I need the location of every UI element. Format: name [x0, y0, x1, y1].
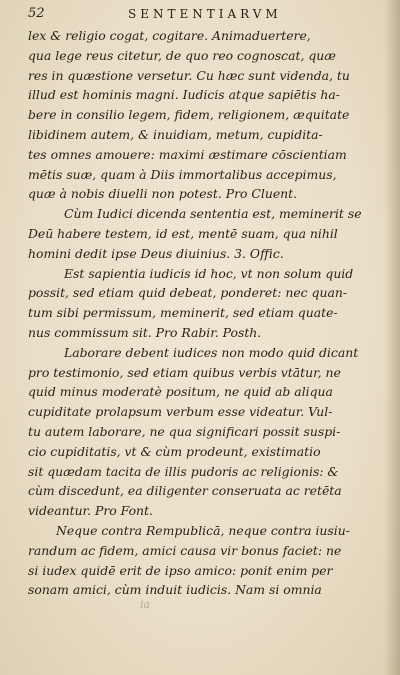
text-line: Neque contra Rempublicā, neque contra iusiu-: [56, 522, 350, 538]
running-title: SENTENTIARVM: [128, 7, 282, 21]
text-line: possit, sed etiam quid debeat, ponderet: nec quan-: [28, 285, 347, 301]
text-line: tum sibi permissum, meminerit, sed etiam quate-: [28, 305, 338, 321]
page-number: 52: [28, 6, 45, 21]
text-line: si iudex quidē erit de ipso amico: ponit enim per: [28, 562, 333, 578]
text-line: sit quædam tacita de illis pudoris ac religionis: &: [28, 463, 339, 479]
body-text: [28, 26, 378, 600]
text-line: quæ à nobis diuelli non potest. Pro Cluent.: [28, 186, 298, 202]
text-line: libidinem autem, & inuidiam, metum, cupidita-: [28, 126, 323, 142]
text-line: cùm discedunt, ea diligenter conseruata ac retēta: [28, 483, 342, 499]
text-line: Deū habere testem, id est, mentē suam, qua nihil: [28, 225, 338, 241]
text-line: bere in consilio legem, fidem, religionem, æquitate: [28, 107, 350, 123]
text-line: sonam amici, cùm induit iudicis. Nam si omnia: [28, 582, 322, 598]
text-line: Cùm Iudici dicenda sententia est, meminerit se: [64, 206, 362, 222]
text-line: res in quæstione versetur. Cu hæc sunt videnda, tu: [28, 67, 350, 83]
text-line: cupiditate prolapsum verbum esse videatur. Vul-: [28, 404, 333, 420]
text-line: mētis suæ, quam à Diis immortalibus accepimus,: [28, 166, 337, 182]
text-line: nus commissum sit. Pro Rabir. Posth.: [28, 324, 262, 340]
text-line: tes omnes amouere: maximi æstimare cōscientiam: [28, 146, 347, 162]
text-line: homini dedit ipse Deus diuinius. 3. Offic.: [28, 245, 284, 261]
text-line: illud est hominis magni. Iudicis atque sapiētis ha-: [28, 87, 340, 103]
text-line: qua lege reus citetur, de quo reo cognoscat, quæ: [28, 47, 336, 63]
text-line: pro testimonio, sed etiam quibus verbis vtātur, ne: [28, 364, 341, 380]
text-line: lex & religio cogat, cogitare. Animaduertere,: [28, 28, 311, 43]
text-line: quid minus moderatè positum, ne quid ab aliqua: [28, 384, 333, 400]
running-header: [0, 6, 400, 24]
text-line: Est sapientia iudicis id hoc, vt non solum quid: [64, 265, 354, 281]
text-line: Laborare debent iudices non modo quid dicant: [64, 344, 359, 360]
text-line: randum ac fidem, amici causa vir bonus faciet: ne: [28, 542, 342, 558]
text-line: tu autem laborare, ne qua significari possit suspi-: [28, 423, 341, 439]
text-line: cio cupiditatis, vt & cùm prodeunt, existimatio: [28, 443, 321, 459]
faint-show-through-mark: ia: [140, 598, 151, 611]
page-gutter-shadow: [384, 0, 400, 675]
text-line: videantur. Pro Font.: [28, 503, 153, 519]
